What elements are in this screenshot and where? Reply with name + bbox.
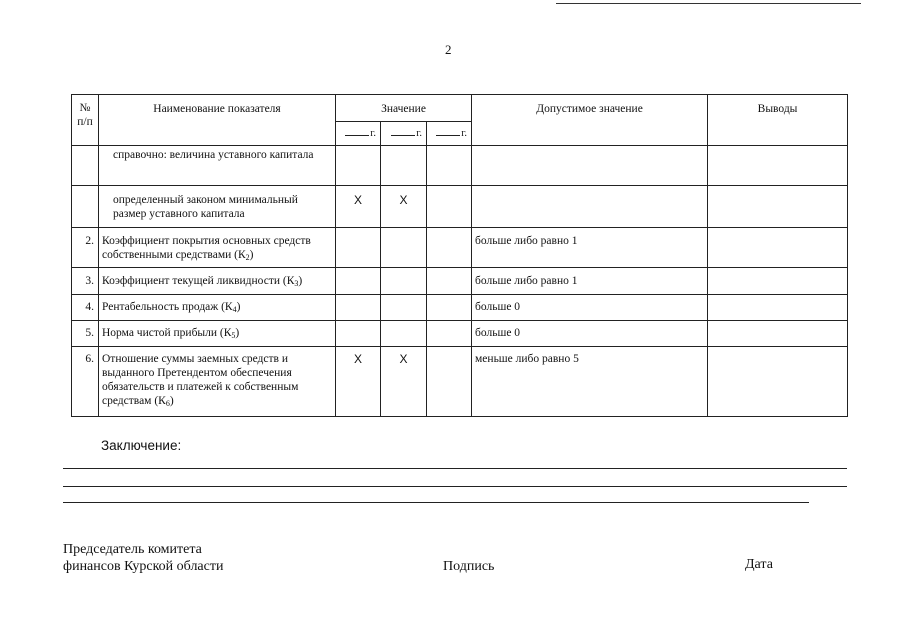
row-name-text: Отношение суммы заемных средств и выданного Претендентом обеспечения обязательств и платежей к собственным средствам (К: [102, 353, 299, 407]
row-conclusion: [708, 186, 848, 228]
table-row: [72, 146, 848, 186]
row-name: [99, 347, 336, 417]
table-header-row: [72, 95, 848, 122]
row-value-2: [381, 295, 427, 321]
row-num: 5.: [72, 321, 99, 347]
row-name-close: ): [236, 301, 241, 313]
row-name-subscript: 3: [294, 279, 299, 288]
row-name-close: ): [235, 327, 240, 339]
year-column-2: [381, 122, 427, 146]
row-value-3: [427, 347, 472, 417]
row-value-1: [336, 228, 381, 268]
row-num: 2.: [72, 228, 99, 268]
row-value-1: [336, 146, 381, 186]
row-value-3: [427, 321, 472, 347]
table-row: [72, 347, 848, 417]
chairman-position-line-1: Председатель комитета: [63, 542, 202, 557]
row-allowed: меньше либо равно 5: [472, 347, 708, 417]
year-column-3: [427, 122, 472, 146]
row-value-1: [336, 321, 381, 347]
row-name-close: ): [169, 395, 174, 407]
table-row: [72, 321, 848, 347]
row-conclusion: [708, 146, 848, 186]
row-conclusion: [708, 347, 848, 417]
row-value-2: Х: [381, 186, 427, 228]
row-allowed: больше 0: [472, 321, 708, 347]
table-row: [72, 228, 848, 268]
row-value-1: [336, 295, 381, 321]
row-value-2: [381, 146, 427, 186]
row-conclusion: [708, 228, 848, 268]
signature-label: Подпись: [443, 559, 495, 574]
row-value-3: [427, 146, 472, 186]
row-value-3: [427, 228, 472, 268]
row-value-1: [336, 268, 381, 295]
header-num: № п/п: [72, 95, 99, 146]
year-suffix: г.: [370, 128, 376, 139]
row-name-subscript: 2: [245, 253, 250, 262]
header-conclusions: Выводы: [708, 95, 848, 146]
indicators-table: [71, 94, 848, 417]
row-name-text: определенный законом минимальный размер уставного капитала: [113, 194, 298, 220]
row-name-subscript: 4: [232, 305, 237, 314]
table-row: [72, 268, 848, 295]
row-value-1: Х: [336, 186, 381, 228]
row-allowed: [472, 186, 708, 228]
row-name-text: справочно: величина уставного капитала: [113, 149, 314, 161]
row-value-2: Х: [381, 347, 427, 417]
row-num: 6.: [72, 347, 99, 417]
row-value-1: Х: [336, 347, 381, 417]
row-name-text: Коэффициент текущей ликвидности (К: [102, 275, 295, 287]
row-allowed: больше либо равно 1: [472, 228, 708, 268]
row-name: [99, 186, 336, 228]
top-rule: [556, 3, 861, 4]
row-name-subscript: 5: [231, 331, 236, 340]
year-suffix: г.: [461, 128, 468, 139]
row-num: 4.: [72, 295, 99, 321]
row-allowed: [472, 146, 708, 186]
row-conclusion: [708, 268, 848, 295]
row-num: [72, 146, 99, 186]
conclusion-line-1: [63, 468, 847, 469]
row-value-3: [427, 268, 472, 295]
row-value-3: [427, 186, 472, 228]
year-suffix: г.: [416, 128, 422, 139]
conclusion-label: Заключение:: [101, 438, 182, 453]
header-value: Значение: [336, 95, 472, 122]
conclusion-line-2: [63, 486, 847, 487]
row-value-2: [381, 268, 427, 295]
year-blank: [345, 125, 369, 136]
row-value-2: [381, 321, 427, 347]
chairman-position-line-2: финансов Курской области: [63, 559, 224, 574]
row-name: [99, 321, 336, 347]
conclusion-line-3: [63, 502, 809, 503]
row-num: 3.: [72, 268, 99, 295]
row-name-text: Норма чистой прибыли (К: [102, 327, 232, 339]
row-name-subscript: 6: [165, 399, 170, 408]
row-allowed: больше 0: [472, 295, 708, 321]
page-number: 2: [445, 42, 452, 57]
row-value-2: [381, 228, 427, 268]
date-label: Дата: [745, 557, 773, 572]
row-name-text: Рентабельность продаж (К: [102, 301, 233, 313]
row-name: [99, 268, 336, 295]
header-allowed: Допустимое значение: [472, 95, 708, 146]
year-column-1: [336, 122, 381, 146]
year-blank: [436, 125, 460, 136]
year-blank: [391, 125, 415, 136]
row-conclusion: [708, 295, 848, 321]
row-name-close: ): [249, 249, 254, 261]
row-name-text: Коэффициент покрытия основных средств собственными средствами (К: [102, 235, 311, 261]
row-allowed: больше либо равно 1: [472, 268, 708, 295]
chairman-position: [63, 541, 223, 575]
table-row: [72, 186, 848, 228]
header-name: Наименование показателя: [99, 95, 336, 146]
row-name: [99, 146, 336, 186]
row-name: [99, 228, 336, 268]
row-num: [72, 186, 99, 228]
row-name-close: ): [298, 275, 303, 287]
row-name: [99, 295, 336, 321]
row-conclusion: [708, 321, 848, 347]
table-row: [72, 295, 848, 321]
row-value-3: [427, 295, 472, 321]
